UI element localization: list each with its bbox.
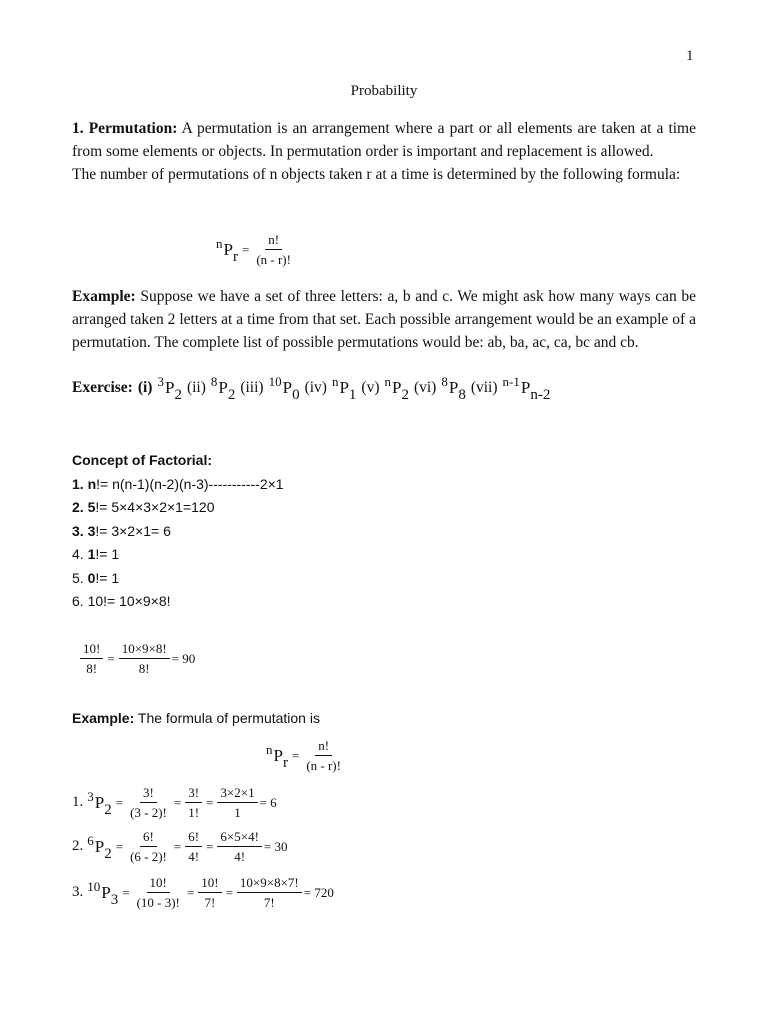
page-title: Probability	[350, 83, 418, 99]
exercise-sup: n	[331, 374, 339, 389]
equals-sign: =	[173, 838, 182, 854]
step-fraction	[217, 784, 257, 821]
step-denominator: (6 - 2)!	[130, 849, 167, 864]
formula-2-p: P	[273, 745, 283, 765]
factorial-item-number: 6.	[72, 593, 88, 609]
formula-fraction	[253, 231, 294, 268]
fraction-den-1: 8!	[86, 661, 98, 676]
formula-p: P	[223, 239, 233, 259]
factorial-item-number: 5.	[72, 569, 88, 586]
formula-numerator: n!	[265, 231, 282, 250]
permutation-formula: $^n$ P $_r$ = $\frac{n!}{(n - r)!}$	[216, 231, 294, 268]
factorial-item	[72, 543, 284, 567]
formula-2-sub: r	[282, 754, 288, 771]
step-numerator: 10!	[147, 874, 170, 893]
step-sub: 3	[110, 891, 119, 908]
factorial-heading: Concept of Factorial:	[72, 452, 213, 468]
step-result: = 30	[263, 838, 288, 854]
equals-sign: =	[206, 838, 214, 854]
step-p: P	[94, 792, 105, 812]
factorial-item-bold: 5	[87, 499, 96, 515]
factorial-item-number: 4.	[72, 546, 88, 562]
factorial-item-bold: 3	[87, 522, 96, 539]
factorial-item	[72, 496, 284, 520]
exercise-label: Exercise:	[72, 379, 133, 396]
exercise-permutation	[441, 374, 466, 403]
exercise-sub: 2	[227, 387, 236, 403]
permutation-paragraph	[72, 117, 696, 186]
equals-sign: =	[225, 884, 233, 900]
step-denominator: 4!	[234, 849, 246, 864]
step-fraction	[185, 828, 202, 865]
exercise-p: P	[520, 378, 531, 397]
exercise-item	[413, 374, 466, 403]
factorial-item-text: != 1	[95, 569, 120, 586]
step-numerator: 10×9×8×7!	[237, 874, 302, 893]
step-numerator: 3!	[140, 784, 157, 803]
permutation-step	[72, 828, 288, 865]
factorial-item	[72, 520, 284, 544]
exercise-p: P	[448, 378, 459, 397]
exercise-item	[361, 374, 409, 403]
factorial-item-number: 1.	[72, 475, 88, 492]
factorial-item-number: 3.	[72, 522, 88, 539]
permutation-text-1: A permutation is an arrangement where a part or all elements are taken at a time from some elements or objects. In permutation order is important and replacement is allowed.	[72, 120, 696, 160]
example-2-text: The formula of permutation is	[137, 710, 320, 726]
exercise-permutation	[384, 374, 409, 403]
step-result: = 6	[259, 794, 277, 810]
exercise-items	[137, 374, 556, 403]
step-sub: 2	[104, 845, 112, 862]
example-1-paragraph	[72, 285, 696, 354]
formula-2-denominator: (n - r)!	[306, 758, 341, 773]
equals-sign: =	[186, 884, 195, 900]
exercise-sup: n-1	[502, 374, 520, 389]
factorial-item-bold: 0	[87, 569, 96, 586]
factorial-item-text: 10!= 10×9×8!	[87, 593, 171, 609]
factorial-item-text: != 5×4×3×2×1=120	[95, 499, 215, 515]
exercise-sub: 0	[292, 387, 300, 403]
step-sub: 2	[104, 801, 112, 818]
exercise-permutation	[157, 374, 182, 403]
factorial-item	[72, 567, 284, 591]
permutation-text-2: The number of permutations of n objects taken r at a time is determined by the following formula:	[72, 166, 681, 183]
exercise-sub: 2	[174, 387, 182, 403]
exercise-sup: 10	[268, 374, 282, 389]
exercise-line	[72, 374, 555, 403]
exercise-roman: (vi)	[413, 379, 437, 396]
exercise-permutation	[331, 374, 357, 403]
step-permutation	[87, 878, 119, 908]
exercise-roman: (iii)	[240, 379, 264, 396]
exercise-roman: (iv)	[304, 379, 327, 396]
step-denominator: 7!	[263, 895, 275, 910]
factorial-item-text: != 1	[95, 546, 120, 562]
exercise-p: P	[218, 378, 228, 397]
exercise-permutation	[502, 374, 551, 403]
equals-sign: =	[173, 794, 182, 810]
exercise-sub: 2	[401, 387, 409, 403]
step-numerator: 3!	[185, 784, 202, 803]
factorial-item-text: != 3×2×1= 6	[95, 522, 171, 539]
step-denominator: 1!	[188, 805, 200, 820]
formula-denominator: (n - r)!	[256, 252, 291, 267]
step-numerator: 6!	[140, 828, 157, 847]
exercise-permutation	[210, 374, 236, 403]
step-numerator: 6!	[185, 828, 202, 847]
step-fraction	[134, 874, 183, 911]
exercise-sup: 3	[157, 374, 164, 389]
fraction-num-1: 10!	[80, 640, 103, 659]
step-fraction	[127, 784, 170, 821]
example-1-label: Example:	[72, 288, 136, 305]
page-number: 1	[686, 48, 694, 64]
factorial-item-bold: n	[87, 475, 97, 492]
example-2-label: Example:	[72, 710, 135, 726]
permutation-step	[72, 874, 334, 911]
factorial-item	[72, 590, 284, 614]
exercise-p: P	[339, 378, 349, 397]
factorial-item-bold: 1	[87, 546, 96, 562]
step-label: 1.	[72, 794, 84, 810]
factorial-list	[72, 473, 284, 614]
fraction-result: = 90	[171, 650, 196, 666]
formula-sup: n	[216, 235, 223, 251]
example-2-line	[72, 707, 320, 731]
exercise-roman: (vii)	[470, 379, 498, 396]
example-2-formula: $^n$ P $_r$ = $\frac{n!}{(n - r)!}$	[266, 737, 344, 774]
exercise-roman: (i)	[137, 379, 153, 396]
step-p: P	[94, 836, 105, 856]
equals-sign: =	[122, 884, 130, 900]
step-permutation	[87, 832, 112, 862]
permutation-step	[72, 784, 277, 821]
factorial-fraction: $\frac{10!}{8!}$ = $\frac{10\times 9\times 8!}{8!}$ = 90	[80, 640, 195, 677]
step-permutation	[87, 788, 112, 818]
exercise-sub: 1	[348, 387, 357, 403]
step-sup: 10	[87, 878, 101, 894]
exercise-sub: n-2	[530, 387, 551, 403]
formula-sub: r	[232, 248, 238, 265]
fraction-num-2: 10×9×8!	[119, 640, 170, 659]
factorial-item	[72, 473, 284, 497]
step-label: 2.	[72, 838, 84, 854]
factorial-section	[72, 449, 284, 614]
exercise-sup: 8	[210, 374, 218, 389]
step-fraction	[198, 874, 221, 911]
step-numerator: 3×2×1	[217, 784, 257, 803]
step-label: 3.	[72, 884, 84, 900]
exercise-p: P	[164, 378, 175, 397]
exercise-p: P	[282, 378, 293, 397]
step-fraction	[127, 828, 170, 865]
exercise-item	[240, 374, 300, 403]
step-denominator: 1	[234, 805, 241, 820]
step-denominator: (10 - 3)!	[136, 895, 180, 910]
step-fraction	[217, 828, 262, 865]
step-fraction	[185, 784, 202, 821]
exercise-p: P	[392, 378, 402, 397]
exercise-sub: 8	[458, 387, 466, 403]
factorial-item-text: != n(n-1)(n-2)(n-3)-----------2×1	[96, 475, 284, 492]
equals-sign: =	[206, 794, 214, 810]
exercise-roman: (ii)	[186, 379, 206, 396]
step-fraction	[237, 874, 302, 911]
factorial-item-number: 2.	[72, 499, 88, 515]
equals-sign: =	[115, 794, 124, 810]
step-numerator: 10!	[198, 874, 221, 893]
step-result: = 720	[303, 884, 334, 900]
example-1-text: Suppose we have a set of three letters: a, b and c. We might ask how many ways can be arranged taken 2 letters at a time from that set. Each possible arrangement would be an example of a permutation. The complete list of possible permutations would be: ab, ba, ac, ca, bc and cb.	[72, 288, 696, 351]
step-denominator: 7!	[204, 895, 216, 910]
step-sup: 3	[87, 788, 94, 804]
fraction-den-2: 8!	[138, 661, 150, 676]
step-numerator: 6×5×4!	[217, 828, 262, 847]
exercise-item	[470, 374, 551, 403]
formula-2-numerator: n!	[315, 737, 332, 756]
equals-sign: =	[115, 838, 124, 854]
exercise-item	[137, 374, 182, 403]
step-p: P	[101, 882, 111, 902]
exercise-permutation	[268, 374, 300, 403]
exercise-roman: (v)	[361, 379, 380, 396]
exercise-item	[186, 374, 236, 403]
step-denominator: 4!	[188, 849, 200, 864]
exercise-sup: n	[384, 374, 391, 389]
step-denominator: (3 - 2)!	[130, 805, 167, 820]
step-sup: 6	[87, 832, 94, 848]
permutation-heading: 1. Permutation:	[72, 120, 178, 137]
exercise-item	[304, 374, 357, 403]
exercise-sup: 8	[441, 374, 448, 389]
formula-2-sup: n	[266, 741, 273, 757]
